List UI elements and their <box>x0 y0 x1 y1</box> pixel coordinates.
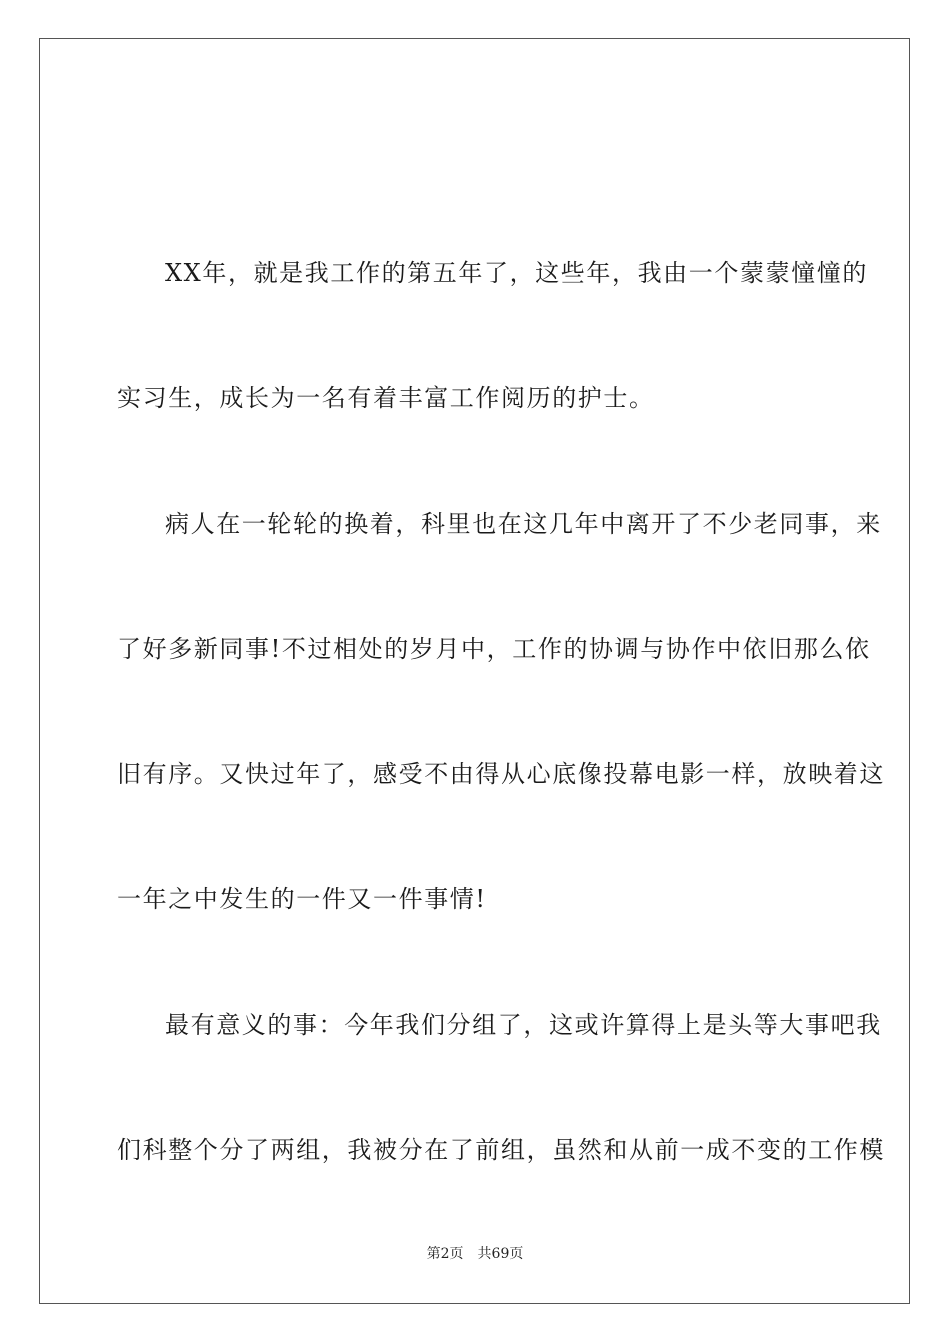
paragraph-line: 一年之中发生的一件又一件事情! <box>117 885 487 913</box>
paragraph-line: 了好多新同事!不过相处的岁月中，工作的协调与协作中依旧那么依 <box>117 635 871 663</box>
paragraph-line: XX年，就是我工作的第五年了，这些年，我由一个蒙蒙憧憧的 <box>165 259 868 287</box>
paragraph-line: 病人在一轮轮的换着，科里也在这几年中离开了不少老同事，来 <box>165 510 882 538</box>
paragraph-line: 旧有序。又快过年了，感受不由得从心底像投幕电影一样，放映着这 <box>117 760 885 788</box>
page-footer <box>0 1244 950 1264</box>
page-border <box>39 38 910 1304</box>
page-total: 共69页 <box>477 1246 524 1262</box>
paragraph-line: 实习生，成长为一名有着丰富工作阅历的护士。 <box>117 384 655 412</box>
paragraph-line: 最有意义的事：今年我们分组了，这或许算得上是头等大事吧我 <box>165 1011 882 1039</box>
page-number: 第2页 <box>426 1246 464 1262</box>
paragraph-line: 们科整个分了两组，我被分在了前组，虽然和从前一成不变的工作模 <box>117 1136 885 1164</box>
